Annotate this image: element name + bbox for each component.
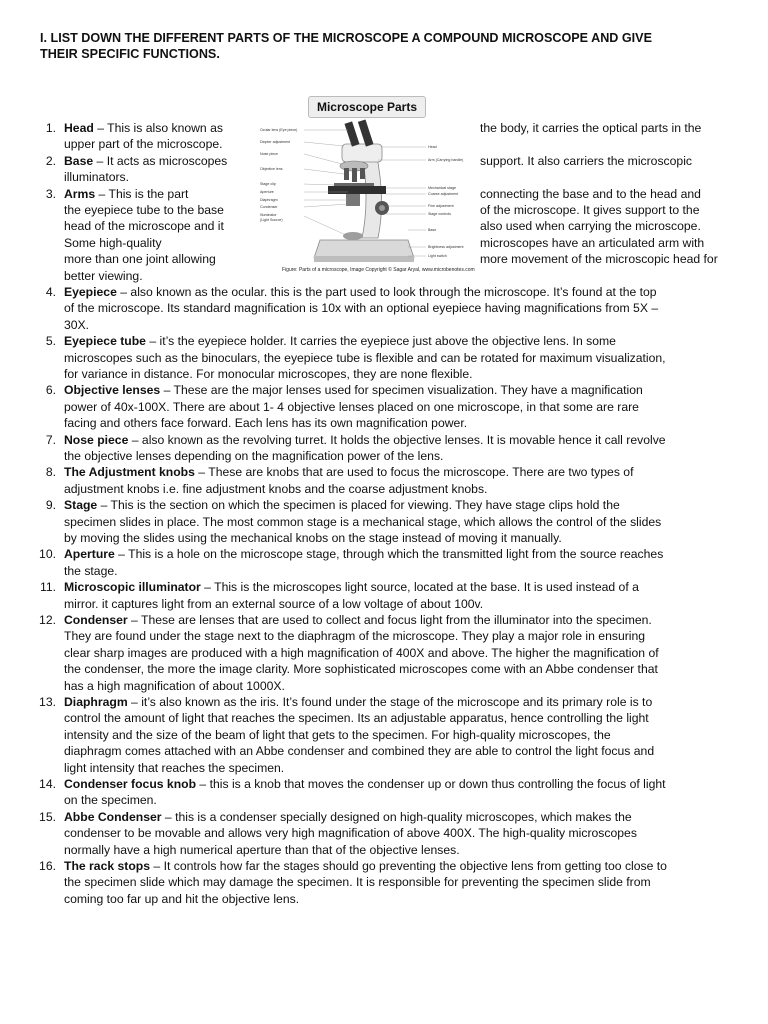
figure-caption: Figure: Parts of a microscope, Image Copyright © Sagar Aryal, www.microbenotes.com bbox=[282, 267, 475, 273]
item-text-line bbox=[64, 579, 639, 595]
item-text-left bbox=[64, 268, 143, 284]
item-number: 5. bbox=[45, 334, 56, 349]
item-text-fragment: – also known as the revolving turret. It holds the objective lenses. It is movable hence it call revolve bbox=[128, 432, 666, 447]
item-text-right: more movement of the microscopic head for bbox=[480, 252, 718, 267]
figure-label: Condenser bbox=[260, 205, 278, 209]
item-text-fragment: light intensity that reaches the specimen. bbox=[64, 760, 285, 775]
heading-line-1: I. LIST DOWN THE DIFFERENT PARTS OF THE MICROSCOPE A COMPOUND MICROSCOPE AND GIVE bbox=[40, 31, 652, 45]
item-term: The rack stops bbox=[64, 859, 151, 873]
item-text-fragment: – It acts as microscopes bbox=[93, 153, 228, 168]
item-text-line bbox=[64, 464, 633, 480]
item-text-line bbox=[64, 891, 299, 907]
item-text-line bbox=[64, 497, 620, 513]
item-text-line bbox=[64, 317, 89, 333]
item-text-fragment: – this is a condenser specially designed on high-quality microscopes, which makes the bbox=[161, 809, 632, 824]
item-text-line bbox=[64, 563, 118, 579]
item-term: Base bbox=[64, 153, 94, 168]
item-text-fragment: – It controls how far the stages should go preventing the objective lens from getting too close to bbox=[150, 859, 667, 873]
page-heading bbox=[40, 30, 730, 62]
figure-label: Illuminator bbox=[260, 213, 277, 217]
item-text-line bbox=[64, 760, 284, 776]
item-number: 15. bbox=[39, 809, 56, 824]
item-number: 13. bbox=[39, 695, 56, 709]
item-text-right: the body, it carries the optical parts in the bbox=[480, 121, 702, 135]
microscope-figure bbox=[258, 90, 475, 280]
item-text-fragment: – This is also known as bbox=[93, 121, 223, 135]
item-text-fragment: by moving the slides using the mechanical knobs on the stage instead of moving it manually. bbox=[64, 531, 562, 545]
item-text-line bbox=[64, 366, 472, 382]
item-text-left bbox=[64, 235, 162, 251]
item-text-line bbox=[64, 842, 460, 858]
item-text-line bbox=[64, 809, 632, 825]
item-text-fragment: – These are knobs that are used to focus the microscope. There are two types of bbox=[194, 465, 634, 480]
item-text-line bbox=[64, 661, 658, 677]
item-term: The Adjustment knobs bbox=[64, 465, 195, 480]
figure-label: Stage controls bbox=[428, 212, 451, 216]
item-text-right: microscopes have an articulated arm with bbox=[480, 235, 705, 250]
figure-label: Diopter adjustment bbox=[260, 140, 291, 144]
item-text-line bbox=[64, 874, 651, 890]
item-text-line bbox=[64, 858, 667, 874]
item-text-fragment: – this is a knob that moves the condenser up or down thus controlling the focus of light bbox=[196, 777, 666, 791]
item-text-fragment: – These are the major lenses used for specimen visualization. They have a magnification bbox=[160, 383, 643, 398]
item-term: Aperture bbox=[64, 547, 115, 562]
figure-label: Nose piece bbox=[260, 152, 278, 156]
item-text-line bbox=[64, 415, 467, 431]
item-text-fragment: illuminators. bbox=[64, 170, 130, 185]
figure-label: Arm (Carrying handle) bbox=[428, 158, 464, 162]
item-text-left bbox=[64, 136, 223, 152]
item-term: Head bbox=[64, 121, 94, 135]
item-text-fragment: the condenser, the more the image clarity. More sophisticated microscopes come with an Abbe condenser that bbox=[64, 662, 658, 677]
item-text-line bbox=[64, 825, 637, 841]
item-text-line bbox=[64, 727, 611, 743]
item-text-line bbox=[64, 432, 666, 448]
item-text-fragment: – This is a hole on the microscope stage, through which the transmitted light from the source reaches bbox=[114, 547, 664, 562]
item-text-left bbox=[64, 202, 224, 218]
item-text-line bbox=[64, 596, 483, 612]
item-text-left bbox=[64, 120, 223, 136]
figure-label: Fine adjustment bbox=[428, 204, 454, 208]
figure-label: Base bbox=[428, 228, 437, 232]
figure-label: Diaphragm bbox=[260, 198, 278, 202]
item-number: 14. bbox=[39, 777, 56, 791]
item-term: Arms bbox=[64, 186, 96, 201]
item-text-fragment: control the amount of light that reaches the specimen. Its an adjustable apparatus, hence controlling the light bbox=[64, 711, 649, 726]
item-term: Eyepiece bbox=[64, 285, 117, 299]
item-text-right: also used when carrying the microscope. bbox=[480, 219, 701, 234]
item-text-fragment: specimen slides in place. The most common stage is a mechanical stage, which allows the control of the slides bbox=[64, 514, 662, 529]
item-text-line bbox=[64, 333, 616, 349]
figure-label: Brightness adjustment bbox=[428, 245, 464, 249]
item-text-fragment: adjustment knobs i.e. fine adjustment knobs and the coarse adjustment knobs. bbox=[64, 481, 488, 496]
item-term: Objective lenses bbox=[64, 383, 161, 398]
figure-label: Head bbox=[428, 145, 437, 149]
item-text-fragment: the objective lenses depending on the magnification power of the lens. bbox=[64, 449, 444, 463]
item-term: Diaphragm bbox=[64, 695, 128, 709]
item-text-fragment: – This is the microscopes light source, located at the base. It is used instead of a bbox=[200, 580, 639, 595]
item-text-left bbox=[64, 218, 224, 234]
item-text-fragment: intensity and the size of the beam of light that gets to the specimen. For high-quality microscopes, the bbox=[64, 727, 611, 742]
figure-label: (Light Source) bbox=[260, 218, 283, 222]
figure-label: Ocular lens (Eye piece) bbox=[260, 128, 298, 132]
item-text-line bbox=[64, 612, 652, 628]
item-text-left bbox=[64, 169, 129, 185]
item-text-line bbox=[64, 382, 643, 398]
item-text-line bbox=[64, 710, 649, 726]
item-text-fragment: – These are lenses that are used to collect and focus light from the illuminator into the specimen. bbox=[127, 613, 652, 627]
item-term: Nose piece bbox=[64, 432, 129, 447]
item-text-fragment: – This is the part bbox=[95, 186, 189, 201]
item-term: Eyepiece tube bbox=[64, 334, 146, 349]
item-term: Microscopic illuminator bbox=[64, 580, 201, 595]
item-text-fragment: facing and others face forward. Each lens has its own magnification power. bbox=[64, 416, 468, 431]
item-text-fragment: – also known as the ocular. this is the part used to look through the microscope. It’s found at the top bbox=[116, 285, 657, 299]
item-text-fragment: They are found under the stage next to the diaphragm of the microscope. They play a major role in ensuring bbox=[64, 629, 646, 644]
item-text-fragment: microscopes such as the binoculars, the eyepiece tube is flexible and can be rotated for maximum visualization, bbox=[64, 350, 666, 365]
item-text-fragment: on the specimen. bbox=[64, 793, 157, 808]
item-text-right: connecting the base and to the head and bbox=[480, 186, 701, 201]
item-number: 7. bbox=[45, 432, 56, 447]
item-text-line bbox=[64, 530, 562, 546]
item-text-line bbox=[64, 399, 639, 415]
item-number: 11. bbox=[39, 580, 56, 595]
item-text-fragment: the eyepiece tube to the base bbox=[64, 203, 224, 217]
item-text-fragment: upper part of the microscope. bbox=[64, 137, 223, 152]
item-text-fragment: condenser to be movable and allows very high magnification of above 400X. The high-quality microscopes bbox=[64, 826, 637, 841]
item-number: 4. bbox=[45, 285, 56, 299]
figure-label: Stage clip bbox=[260, 182, 276, 186]
item-text-line bbox=[64, 743, 654, 759]
item-number: 9. bbox=[45, 498, 56, 513]
item-term: Condenser bbox=[64, 613, 128, 627]
item-text-line bbox=[64, 792, 157, 808]
item-text-fragment: more than one joint allowing bbox=[64, 252, 216, 267]
item-number: 1. bbox=[45, 121, 56, 135]
item-text-line bbox=[64, 448, 443, 464]
figure-label: Objective lens bbox=[260, 167, 283, 171]
item-text-line bbox=[64, 350, 666, 366]
item-text-left bbox=[64, 186, 188, 202]
item-text-line bbox=[64, 284, 657, 300]
item-number: 6. bbox=[45, 383, 56, 398]
item-text-fragment: the specimen slide which may damage the specimen. It is responsible for preventing the specimen slide from bbox=[64, 875, 651, 890]
microscope-illustration bbox=[258, 90, 468, 280]
item-text-fragment: Some high-quality bbox=[64, 235, 162, 250]
item-term: Stage bbox=[64, 498, 98, 513]
item-text-left bbox=[64, 153, 227, 169]
figure-label: Aperture bbox=[260, 190, 274, 194]
heading-line-2: THEIR SPECIFIC FUNCTIONS. bbox=[40, 47, 220, 61]
item-text-fragment: normally have a high numerical aperture than that of the objective lenses. bbox=[64, 842, 460, 857]
figure-label: Mechanical stage bbox=[428, 186, 456, 190]
item-text-line bbox=[64, 776, 666, 792]
item-text-fragment: the stage. bbox=[64, 563, 118, 578]
item-text-line bbox=[64, 300, 658, 316]
item-text-fragment: – it’s also known as the iris. It’s found under the stage of the microscope and its primary role is to bbox=[127, 695, 653, 709]
item-text-fragment: head of the microscope and it bbox=[64, 219, 224, 234]
item-number: 12. bbox=[39, 613, 56, 627]
item-text-right: of the microscope. It gives support to the bbox=[480, 203, 700, 217]
item-number: 16. bbox=[39, 859, 56, 873]
figure-label: Coarse adjustment bbox=[428, 192, 459, 196]
item-text-line bbox=[64, 546, 663, 562]
item-text-fragment: power of 40x-100X. There are about 1- 4 objective lenses placed on one microscope, in that some are rare bbox=[64, 399, 639, 414]
item-text-fragment: diaphragm comes attached with an Abbe condenser and combined they are able to control the light focus and bbox=[64, 744, 655, 759]
item-text-fragment: has a high magnification of about 1000X. bbox=[64, 678, 285, 693]
item-text-line bbox=[64, 514, 661, 530]
item-text-fragment: mirror. it captures light from an external source of a low voltage of about 100v. bbox=[64, 596, 484, 611]
item-number: 3. bbox=[45, 186, 56, 201]
item-text-line bbox=[64, 628, 645, 644]
item-text-right: support. It also carriers the microscopic bbox=[480, 153, 693, 168]
item-number: 8. bbox=[45, 465, 56, 480]
item-text-fragment: for variance in distance. For monocular microscopes, they are none flexible. bbox=[64, 367, 473, 381]
item-text-fragment: of the microscope. Its standard magnification is 10x with an optional eyepiece having magnifications from 5X – bbox=[64, 301, 659, 316]
item-text-left bbox=[64, 251, 216, 267]
item-text-line bbox=[64, 645, 659, 661]
item-text-fragment: clear sharp images are produced with a high magnification of 400X and above. The higher the magnification of bbox=[64, 645, 659, 660]
item-term: Condenser focus knob bbox=[64, 777, 197, 791]
item-text-fragment: better viewing. bbox=[64, 268, 143, 283]
item-text-line bbox=[64, 694, 652, 710]
figure-label: Light switch bbox=[428, 254, 447, 258]
item-text-fragment: coming too far up and hit the objective lens. bbox=[64, 891, 300, 906]
item-number: 10. bbox=[39, 547, 56, 562]
item-text-fragment: 30X. bbox=[64, 317, 90, 332]
figure-title: Microscope Parts bbox=[308, 96, 426, 118]
item-text-line bbox=[64, 481, 487, 497]
item-number: 2. bbox=[45, 153, 56, 168]
item-term: Abbe Condenser bbox=[64, 809, 162, 824]
item-text-fragment: – it’s the eyepiece holder. It carries the eyepiece just above the objective lens. In some bbox=[145, 334, 616, 349]
item-text-line bbox=[64, 678, 285, 694]
item-text-fragment: – This is the section on which the specimen is placed for viewing. They have stage clips hold the bbox=[97, 498, 620, 513]
